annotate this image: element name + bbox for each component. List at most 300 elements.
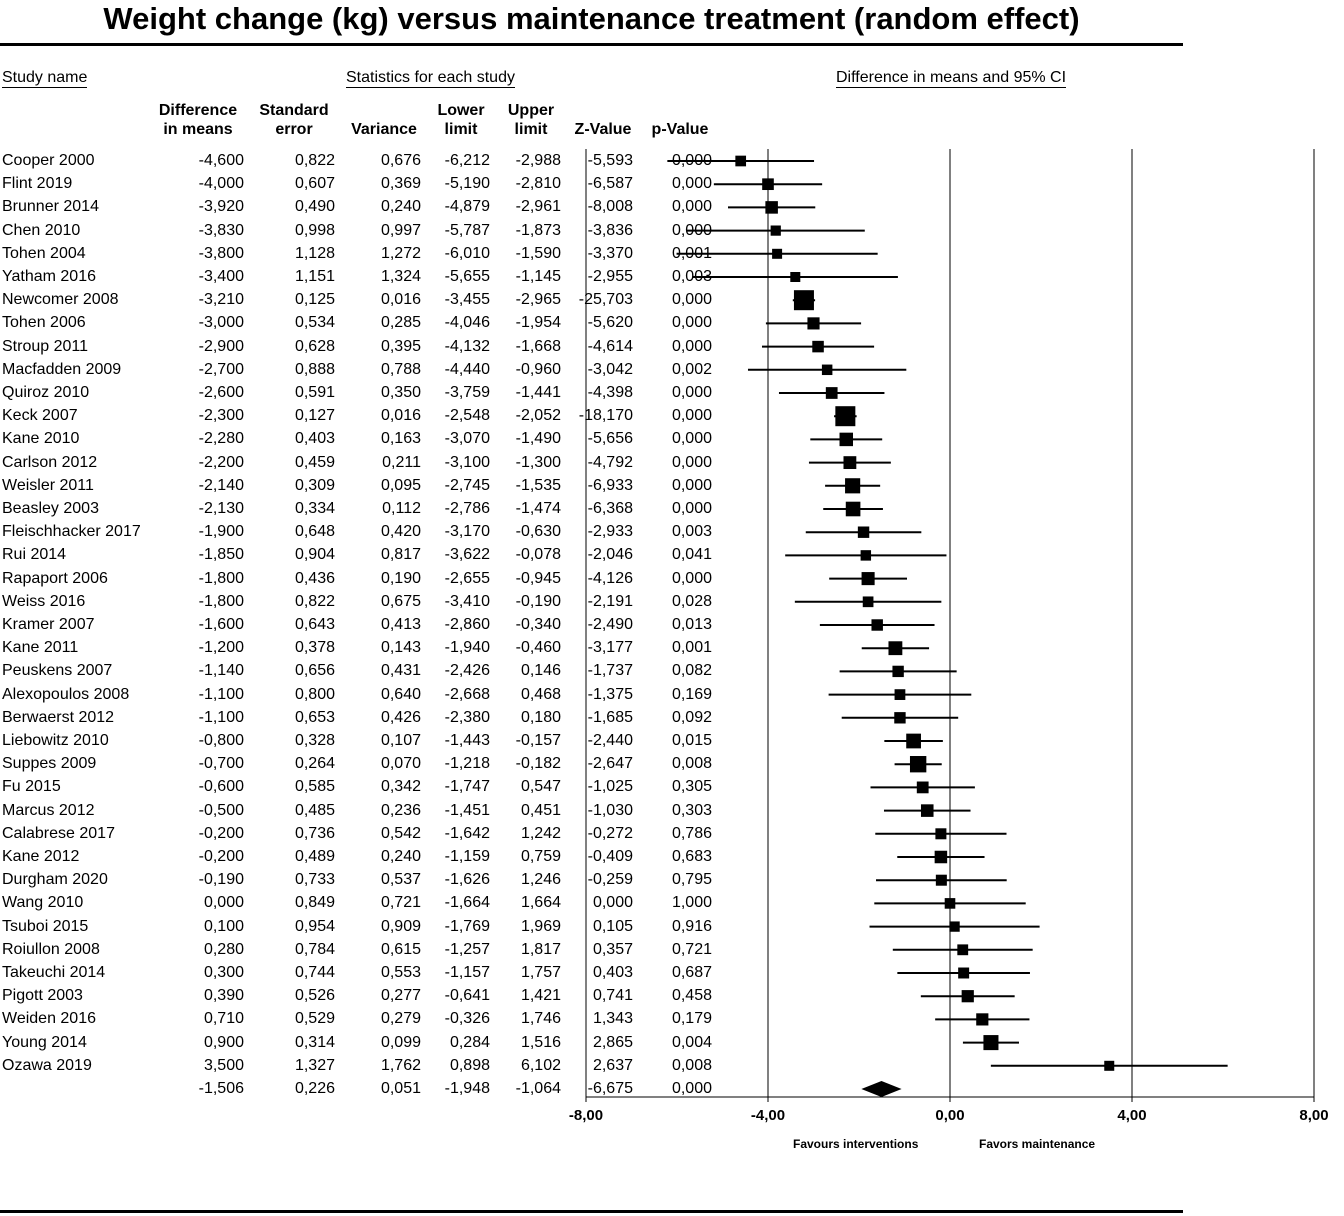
cell-upper: 0,547 [520, 778, 561, 796]
header-lower-limit-line2: limit [444, 121, 478, 138]
cell-lower: -1,769 [444, 917, 490, 935]
cell-var: 0,788 [380, 360, 421, 378]
header-difference-line1: Difference [158, 102, 238, 119]
cell-p: 0,000 [671, 314, 712, 332]
cell-upper: -0,157 [515, 732, 561, 749]
cell-z: -2,933 [587, 523, 633, 541]
study-point [771, 225, 781, 235]
cell-se: 0,403 [294, 430, 335, 448]
cell-var: 0,277 [380, 987, 421, 1005]
study-name: Alexopoulos 2008 [2, 685, 130, 703]
cell-lower: -3,759 [444, 384, 490, 401]
cell-se: 0,127 [294, 407, 335, 425]
study-name: Roiullon 2008 [2, 940, 100, 958]
cell-var: 0,542 [380, 824, 421, 842]
cell-lower: -4,046 [444, 314, 490, 332]
cell-se: 0,264 [294, 755, 335, 773]
cell-lower: -1,157 [444, 964, 490, 981]
cell-upper: -1,535 [515, 476, 561, 494]
header-standard-error-line2: error [275, 121, 313, 138]
study-name: Brunner 2014 [2, 198, 99, 216]
cell-p: 0,092 [671, 708, 712, 726]
cell-z: -1,375 [587, 685, 633, 703]
cell-var: 0,342 [380, 778, 421, 796]
cell-lower: -2,655 [444, 569, 490, 587]
cell-se: 0,585 [294, 778, 335, 796]
study-name: Young 2014 [2, 1033, 87, 1051]
study-point [936, 875, 947, 886]
study-point [962, 990, 974, 1002]
cell-var: 0,112 [382, 500, 421, 517]
cell-lower: -1,451 [444, 801, 490, 819]
study-point [835, 406, 855, 426]
cell-lower: -2,426 [444, 662, 490, 680]
cell-upper: 1,746 [520, 1010, 561, 1028]
cell-se: 0,656 [294, 662, 335, 680]
study-name: Yatham 2016 [2, 268, 96, 285]
cell-p: 0,028 [671, 592, 712, 610]
study-name: Suppes 2009 [2, 755, 97, 773]
cell-diff: -2,140 [198, 476, 244, 494]
cell-upper: -0,460 [515, 639, 561, 657]
study-name: Chen 2010 [2, 221, 81, 239]
cell-upper: -0,190 [515, 592, 561, 610]
cell-lower: -1,642 [444, 824, 490, 842]
cell-z: -4,126 [587, 569, 633, 587]
cell-se: 0,607 [294, 175, 335, 193]
cell-var: 0,721 [380, 894, 421, 912]
cell-var: 1,272 [380, 244, 421, 262]
study-name: Calabrese 2017 [2, 824, 115, 842]
cell-lower: -6,212 [444, 152, 490, 169]
cell-diff: -0,600 [198, 778, 244, 796]
cell-diff: -3,800 [198, 244, 244, 262]
study-name: Durgham 2020 [2, 871, 108, 889]
cell-diff: -1,100 [198, 708, 244, 726]
study-name: Carlson 2012 [2, 453, 98, 471]
study-name: Flint 2019 [2, 175, 73, 193]
cell-z: 0,741 [592, 987, 633, 1005]
cell-var: 0,240 [380, 198, 421, 216]
cell-z: 2,637 [592, 1056, 633, 1074]
study-name: Newcomer 2008 [2, 291, 119, 309]
cell-z: 2,865 [592, 1033, 633, 1051]
cell-lower: -1,159 [444, 848, 490, 865]
cell-diff: -3,920 [198, 198, 244, 216]
cell-var: 0,285 [380, 314, 421, 332]
cell-p: 0,001 [671, 244, 712, 262]
section-study-name: Study name [2, 69, 88, 86]
cell-upper: 1,664 [520, 894, 561, 912]
study-name: Rui 2014 [2, 546, 67, 564]
cell-var: 0,553 [380, 964, 421, 981]
cell-var: 0,426 [380, 708, 421, 726]
study-name: Liebowitz 2010 [2, 732, 109, 749]
cell-p: 0,013 [671, 616, 712, 633]
cell-upper: -2,961 [515, 198, 561, 216]
cell-p: 0,004 [671, 1033, 712, 1051]
study-point [863, 596, 874, 607]
cell-z: -2,647 [587, 755, 633, 773]
cell-upper: -1,064 [515, 1080, 561, 1097]
study-point [840, 433, 853, 446]
study-point [957, 944, 968, 955]
study-name: Fu 2015 [2, 778, 61, 796]
cell-p: 0,000 [671, 453, 712, 471]
study-point [846, 502, 861, 517]
cell-p: 0,303 [671, 801, 712, 819]
cell-var: 1,762 [380, 1056, 421, 1074]
cell-diff: 0,710 [203, 1010, 244, 1028]
cell-p: 0,786 [671, 824, 712, 842]
cell-p: 0,305 [671, 778, 712, 796]
cell-lower: -3,070 [444, 430, 490, 448]
cell-var: 0,107 [380, 732, 421, 749]
cell-p: 0,000 [671, 221, 712, 239]
cell-var: 0,099 [380, 1033, 421, 1051]
cell-var: 0,395 [380, 337, 421, 355]
cell-upper: -1,590 [515, 244, 561, 262]
study-point [895, 689, 906, 700]
cell-se: 0,643 [294, 616, 335, 633]
cell-upper: -0,960 [515, 360, 561, 378]
study-point [843, 456, 856, 469]
study-point [976, 1013, 988, 1025]
cell-var: 0,211 [382, 453, 421, 471]
cell-diff: -2,900 [198, 337, 244, 355]
cell-var: 0,236 [380, 801, 421, 819]
study-point [935, 828, 946, 839]
cell-p: 0,000 [671, 337, 712, 355]
cell-diff: -3,400 [198, 268, 244, 285]
cell-se: 0,529 [294, 1010, 335, 1028]
cell-se: 0,648 [294, 523, 335, 541]
study-point [858, 526, 869, 537]
cell-diff: -0,190 [198, 871, 244, 889]
study-point [871, 619, 882, 630]
cell-z: -6,675 [587, 1080, 633, 1097]
cell-lower: -4,440 [444, 360, 490, 378]
study-point [845, 478, 860, 493]
cell-p: 0,000 [671, 175, 712, 193]
study-name: Takeuchi 2014 [2, 964, 106, 981]
study-name: Kramer 2007 [2, 616, 95, 633]
cell-p: 0,000 [671, 407, 712, 425]
cell-lower: -5,655 [444, 268, 490, 285]
cell-p: 0,179 [671, 1010, 712, 1028]
study-name: Berwaerst 2012 [2, 708, 115, 726]
study-name: Ozawa 2019 [2, 1056, 92, 1074]
cell-diff: -3,000 [198, 314, 244, 332]
cell-diff: 3,500 [203, 1056, 244, 1074]
cell-se: 0,628 [294, 337, 335, 355]
cell-se: 0,334 [294, 500, 335, 517]
cell-z: -5,593 [587, 152, 633, 169]
cell-p: 0,683 [671, 848, 712, 865]
study-point [892, 666, 903, 677]
cell-p: 0,687 [671, 964, 712, 981]
cell-p: 0,916 [671, 917, 712, 935]
cell-z: -0,259 [587, 871, 633, 889]
cell-se: 0,125 [294, 291, 335, 309]
cell-p: 0,000 [671, 476, 712, 494]
cell-p: 0,008 [671, 755, 712, 773]
cell-var: 0,143 [380, 639, 421, 657]
cell-se: 0,314 [294, 1033, 335, 1051]
cell-p: 0,003 [671, 523, 712, 541]
cell-lower: -3,410 [444, 592, 490, 610]
study-name: Fleischhacker 2017 [2, 523, 141, 541]
cell-lower: -4,879 [444, 198, 490, 216]
cell-diff: -3,210 [198, 291, 244, 309]
study-point [862, 572, 875, 585]
cell-var: 0,537 [380, 871, 421, 889]
header-variance: Variance [351, 121, 417, 138]
study-point [935, 851, 948, 864]
cell-se: 0,849 [294, 894, 335, 912]
x-tick-label: 0,00 [935, 1107, 965, 1124]
cell-diff: -0,200 [198, 824, 244, 842]
cell-z: -25,703 [578, 291, 633, 309]
study-name: Kane 2010 [2, 430, 80, 448]
cell-se: 0,534 [294, 314, 335, 332]
cell-p: 0,003 [671, 268, 712, 285]
favours-interventions-label: Favours interventions [793, 1137, 919, 1151]
header-difference-line2: in means [163, 121, 233, 138]
cell-diff: -1,900 [198, 523, 244, 541]
cell-var: 0,279 [380, 1010, 421, 1028]
cell-upper: -1,954 [515, 314, 561, 332]
cell-z: -4,614 [587, 337, 633, 355]
cell-se: 0,489 [294, 848, 335, 865]
cell-se: 0,800 [294, 685, 335, 703]
cell-p: 0,169 [671, 685, 712, 703]
cell-lower: 0,898 [449, 1056, 490, 1074]
cell-upper: -1,668 [515, 337, 561, 355]
x-tick-label: 8,00 [1299, 1107, 1329, 1124]
cell-upper: 1,516 [520, 1033, 561, 1051]
cell-z: -6,368 [587, 500, 633, 517]
study-name: Peuskens 2007 [2, 662, 113, 680]
cell-se: 0,822 [294, 592, 335, 610]
cell-upper: -0,182 [515, 755, 561, 773]
cell-lower: -1,940 [444, 639, 490, 657]
cell-se: 0,954 [294, 917, 335, 935]
x-tick-label: -4,00 [750, 1107, 786, 1124]
cell-var: 0,051 [380, 1080, 421, 1097]
cell-lower: -3,455 [444, 291, 490, 309]
cell-upper: 0,146 [520, 662, 561, 680]
study-point [822, 365, 832, 375]
cell-p: 0,082 [671, 662, 712, 680]
cell-lower: -0,326 [444, 1010, 490, 1028]
cell-se: 0,998 [294, 221, 335, 239]
cell-diff: 0,300 [203, 964, 244, 981]
cell-lower: -1,626 [444, 871, 490, 889]
study-name: Kane 2011 [2, 639, 79, 657]
cell-z: -4,398 [587, 384, 633, 401]
cell-z: -3,836 [587, 221, 633, 239]
cell-diff: -1,140 [198, 662, 244, 680]
cell-z: -1,030 [587, 801, 633, 819]
cell-diff: 0,280 [203, 940, 244, 958]
cell-var: 0,431 [380, 662, 421, 680]
cell-upper: -1,873 [515, 221, 561, 239]
cell-diff: 0,390 [203, 987, 244, 1005]
cell-lower: -1,443 [444, 732, 490, 749]
cell-lower: -0,641 [444, 987, 490, 1005]
study-point [910, 756, 926, 772]
cell-diff: -4,000 [198, 175, 244, 193]
cell-p: 0,008 [671, 1056, 712, 1074]
cell-upper: 1,242 [520, 824, 561, 842]
cell-lower: -1,664 [444, 894, 490, 912]
cell-z: -18,170 [578, 407, 633, 425]
cell-z: 0,403 [592, 964, 633, 981]
section-statistics: Statistics for each study [346, 69, 515, 86]
cell-p: 1,000 [671, 894, 712, 912]
cell-diff: -1,800 [198, 592, 244, 610]
cell-diff: -2,280 [198, 430, 244, 448]
cell-upper: -1,300 [515, 453, 561, 471]
cell-z: -1,737 [587, 662, 633, 680]
cell-upper: -0,078 [515, 546, 561, 564]
cell-diff: 0,100 [203, 917, 244, 935]
cell-z: 1,343 [592, 1010, 633, 1028]
study-point [983, 1035, 998, 1050]
study-name: Quiroz 2010 [2, 384, 90, 401]
header-z-value: Z-Value [574, 121, 632, 138]
study-point [772, 249, 782, 259]
header-upper-limit-line1: Upper [507, 102, 555, 119]
cell-diff: -1,506 [198, 1080, 244, 1097]
cell-lower: -6,010 [444, 244, 490, 262]
cell-upper: -0,945 [515, 569, 561, 587]
cell-se: 0,904 [294, 546, 335, 564]
cell-lower: -2,786 [444, 500, 490, 517]
study-point [949, 921, 959, 931]
cell-z: -2,440 [587, 732, 633, 749]
study-point [826, 387, 838, 399]
cell-upper: 0,759 [520, 848, 561, 865]
study-point [807, 317, 819, 329]
cell-p: 0,000 [671, 291, 712, 309]
study-point [958, 968, 969, 979]
cell-p: 0,000 [671, 430, 712, 448]
cell-se: 0,378 [294, 639, 335, 657]
cell-lower: -5,190 [444, 175, 490, 193]
cell-upper: -2,810 [515, 175, 561, 193]
cell-z: -6,933 [587, 476, 633, 494]
cell-diff: -1,600 [198, 616, 244, 633]
study-name: Weiss 2016 [2, 592, 86, 610]
study-point [921, 804, 934, 817]
cell-upper: 0,180 [520, 708, 561, 726]
cell-var: 0,420 [380, 523, 421, 541]
cell-upper: -1,441 [515, 384, 561, 401]
cell-p: 0,000 [671, 384, 712, 401]
cell-se: 0,459 [294, 453, 335, 471]
cell-p: 0,041 [671, 546, 712, 564]
study-point [812, 341, 824, 353]
cell-lower: -1,948 [444, 1080, 490, 1097]
cell-var: 0,016 [380, 291, 421, 309]
cell-se: 0,526 [294, 987, 335, 1005]
cell-se: 1,128 [294, 244, 335, 262]
cell-p: 0,000 [671, 569, 712, 587]
cell-z: -5,656 [587, 430, 633, 448]
cell-var: 0,016 [380, 407, 421, 425]
cell-se: 1,151 [294, 268, 335, 285]
cell-upper: 0,468 [520, 685, 561, 703]
cell-p: 0,000 [671, 152, 712, 169]
cell-var: 1,324 [380, 268, 421, 285]
cell-upper: 1,421 [520, 987, 561, 1005]
cell-diff: -2,300 [198, 407, 244, 425]
cell-z: 0,357 [592, 940, 633, 958]
cell-upper: -1,145 [515, 268, 561, 285]
cell-z: -2,955 [587, 268, 633, 285]
cell-diff: -0,200 [198, 848, 244, 865]
cell-diff: -2,200 [198, 453, 244, 471]
cell-var: 0,817 [380, 546, 421, 564]
cell-lower: -2,745 [444, 476, 490, 494]
cell-var: 0,070 [380, 755, 421, 773]
cell-z: -0,409 [587, 848, 633, 865]
cell-upper: -2,965 [515, 291, 561, 309]
cell-z: 0,000 [592, 894, 633, 912]
cell-var: 0,350 [380, 384, 421, 401]
cell-z: -3,042 [587, 360, 633, 378]
cell-upper: -0,340 [515, 616, 561, 633]
cell-z: -1,685 [587, 708, 633, 726]
cell-var: 0,190 [380, 569, 421, 587]
cell-lower: -2,548 [444, 407, 490, 425]
cell-upper: 0,451 [520, 801, 561, 819]
cell-se: 0,736 [294, 824, 335, 842]
study-point [888, 641, 902, 655]
cell-p: 0,000 [671, 1080, 712, 1097]
cell-var: 0,640 [380, 685, 421, 703]
cell-se: 0,490 [294, 198, 335, 216]
cell-z: -2,490 [587, 616, 633, 633]
cell-var: 0,413 [380, 616, 421, 633]
cell-se: 0,328 [294, 732, 335, 749]
study-name: Tsuboi 2015 [2, 917, 89, 935]
cell-se: 0,653 [294, 708, 335, 726]
cell-diff: -3,830 [198, 221, 244, 239]
cell-diff: -1,100 [198, 685, 244, 703]
cell-var: 0,675 [380, 592, 421, 610]
cell-upper: 1,246 [520, 871, 561, 889]
cell-diff: -1,800 [198, 569, 244, 587]
cell-var: 0,909 [380, 917, 421, 935]
cell-diff: -2,130 [198, 500, 244, 517]
x-tick-label: -8,00 [568, 1107, 604, 1124]
cell-z: 0,105 [592, 917, 633, 935]
cell-diff: -2,700 [198, 360, 244, 378]
header-lower-limit-line1: Lower [437, 102, 485, 119]
cell-p: 0,002 [671, 360, 712, 378]
study-name: Pigott 2003 [2, 987, 83, 1005]
cell-se: 0,309 [294, 476, 335, 494]
cell-lower: -5,787 [444, 221, 490, 239]
cell-var: 0,095 [380, 476, 421, 494]
study-name: Weisler 2011 [2, 476, 94, 494]
study-name: Keck 2007 [2, 407, 78, 425]
section-plot: Difference in means and 95% CI [836, 69, 1067, 86]
cell-z: -2,046 [587, 546, 633, 564]
